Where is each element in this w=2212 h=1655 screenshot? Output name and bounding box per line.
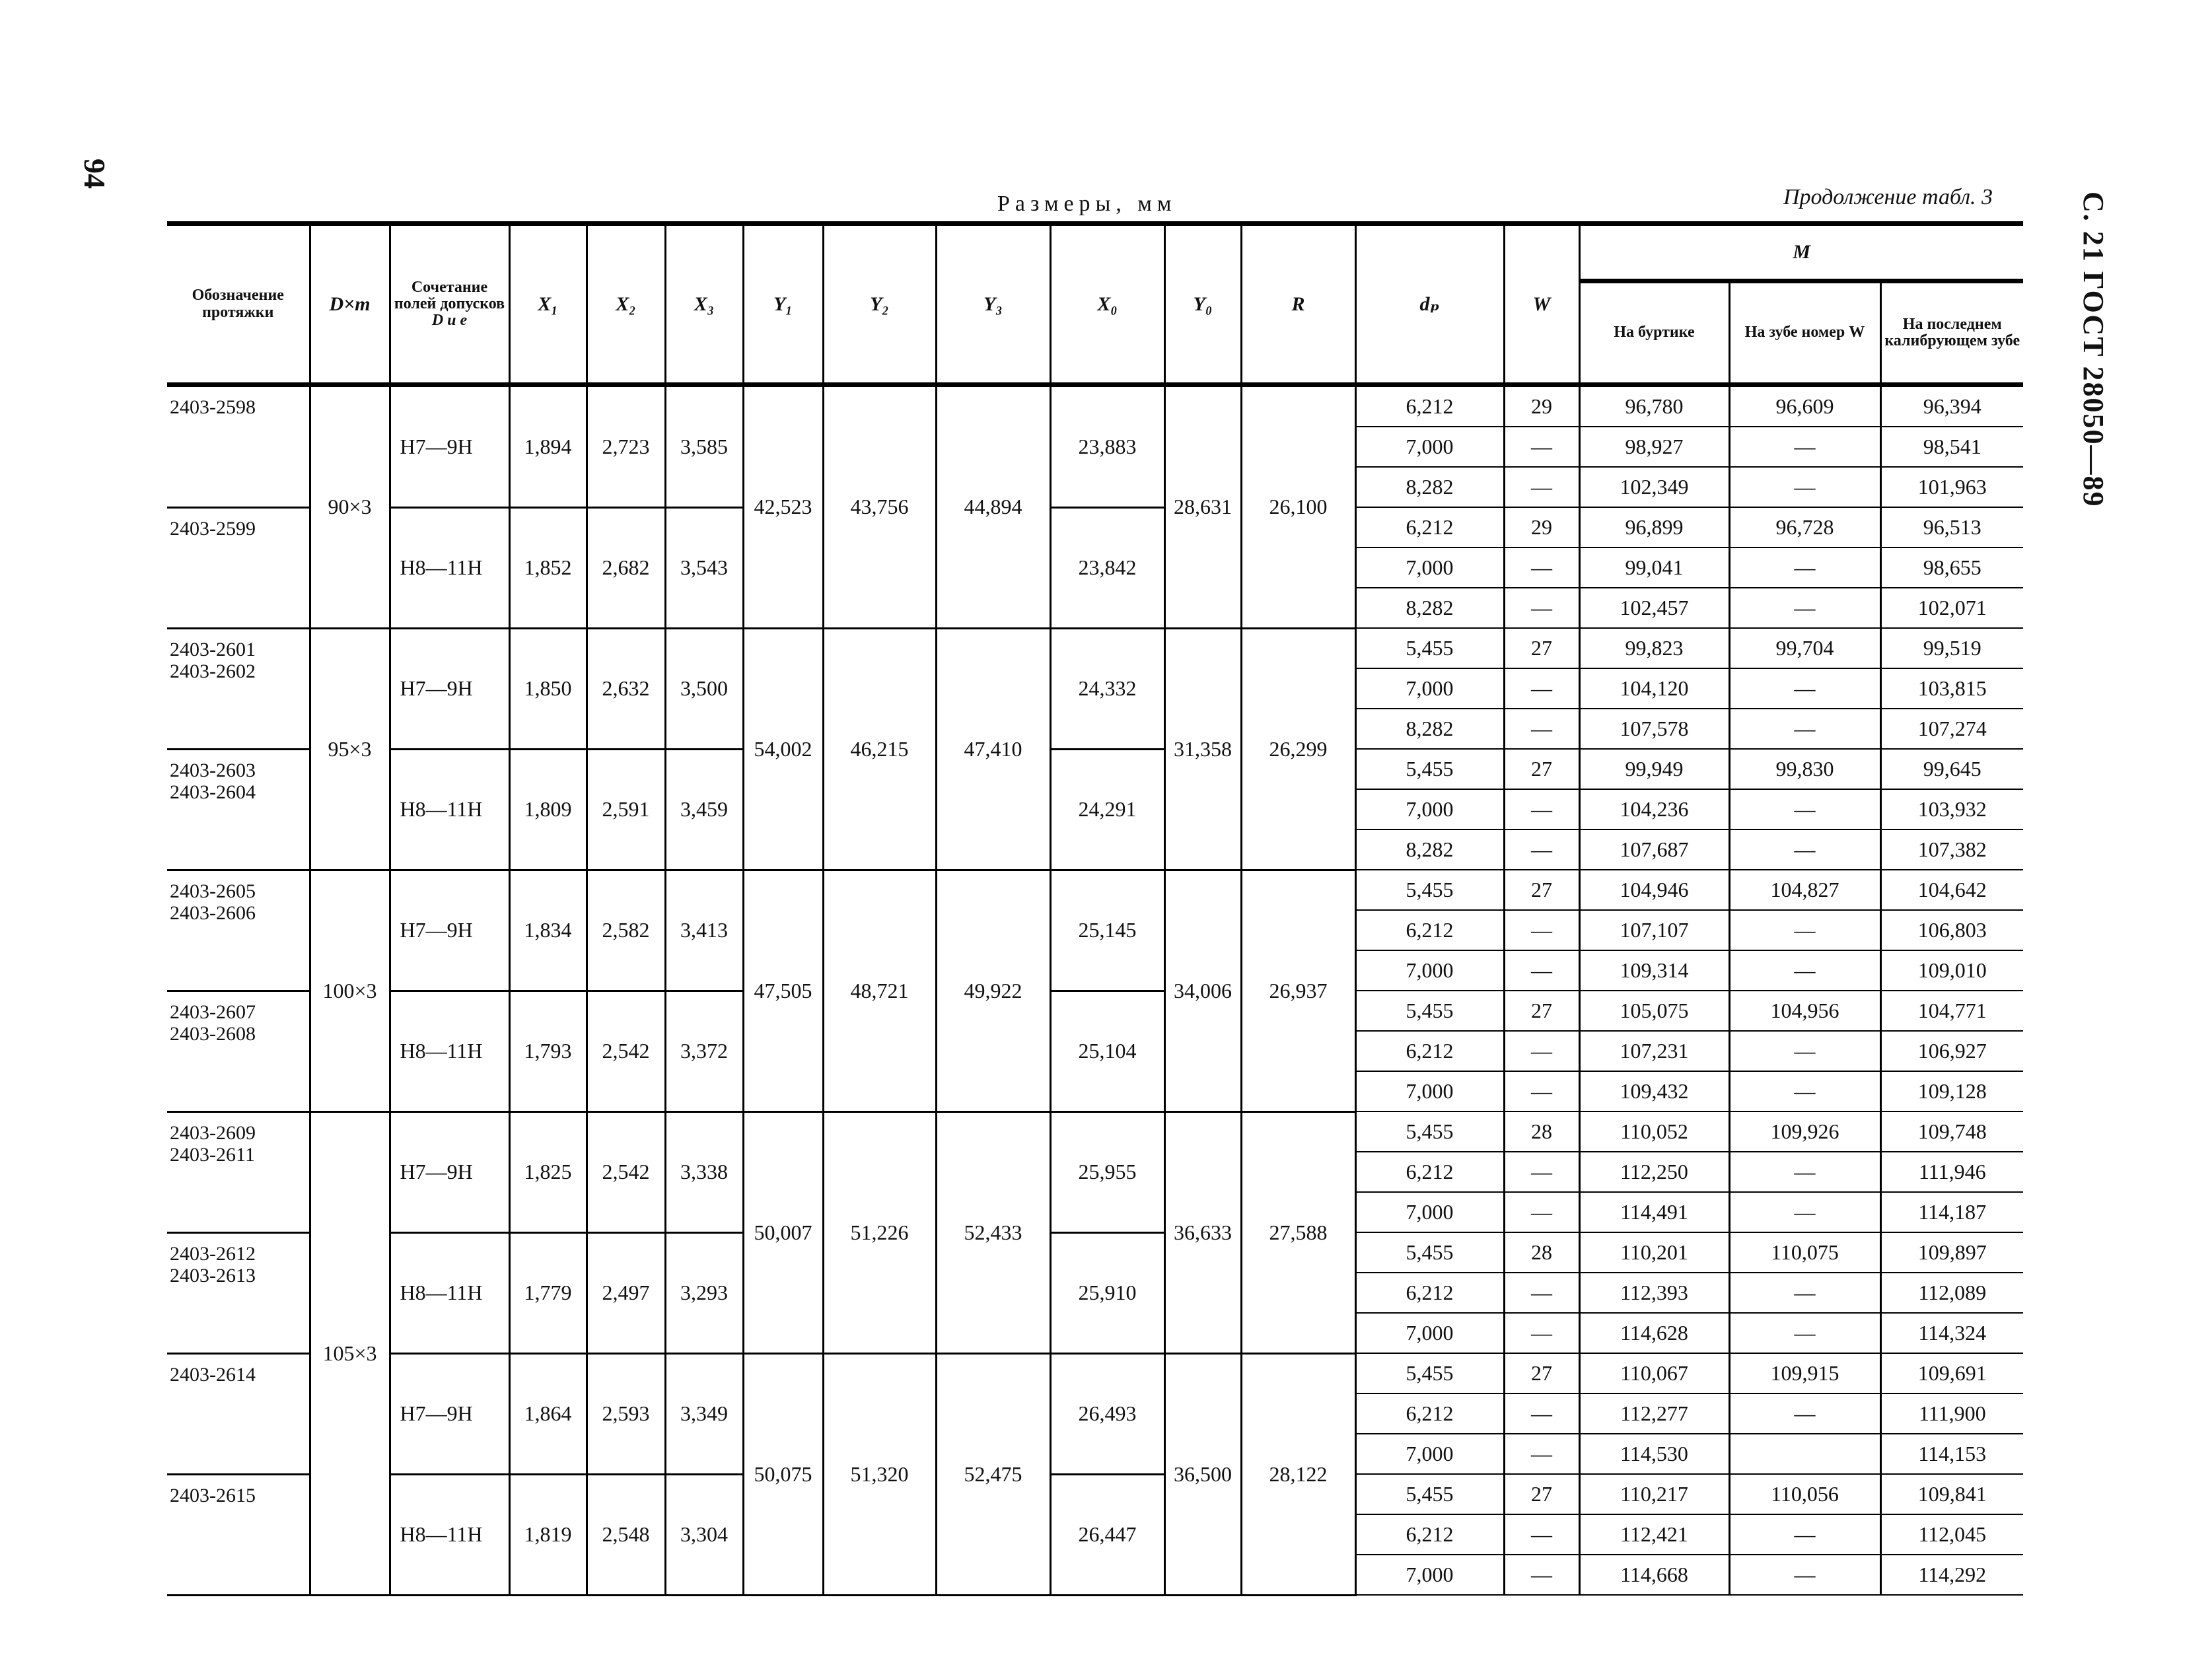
m-last-value: 98,541 (1880, 427, 2023, 467)
m-tooth-value: — (1729, 1514, 1880, 1555)
m-tooth-value: — (1729, 467, 1880, 507)
x0-value: 26,493 (1050, 1353, 1164, 1474)
m-last-value: 107,274 (1880, 709, 2023, 749)
table-row (167, 1111, 2023, 1152)
m-tooth-value: — (1729, 588, 1880, 628)
header-y3: Y₃ (936, 224, 1050, 385)
y3-value: 44,894 (936, 385, 1050, 629)
x2-value: 2,542 (587, 1111, 665, 1232)
designation-code: 2403-2611 (170, 1143, 255, 1166)
designation-code: 2403-2599 (170, 517, 256, 540)
dxm-value: 90×3 (310, 385, 390, 629)
dp-value: 5,455 (1355, 991, 1504, 1031)
table-row (167, 1353, 2023, 1393)
w-value: 28 (1504, 1111, 1579, 1152)
x0-value: 23,883 (1050, 385, 1164, 508)
x3-value: 3,500 (665, 628, 743, 749)
table-continuation-label: Продолжение табл. 3 (1783, 185, 1993, 209)
y2-value: 48,721 (823, 870, 936, 1111)
w-value: — (1504, 588, 1579, 628)
m-tooth-value: 109,915 (1729, 1353, 1880, 1393)
m-last-value: 104,771 (1880, 991, 2023, 1031)
m-tooth-value: — (1729, 1313, 1880, 1353)
x2-value: 2,497 (587, 1232, 665, 1353)
m-tooth-value: 104,956 (1729, 991, 1880, 1031)
header-m: M (1579, 224, 2023, 281)
dp-value: 7,000 (1355, 668, 1504, 709)
m-last-value: 96,513 (1880, 507, 2023, 547)
dp-value: 6,212 (1355, 1273, 1504, 1313)
table-row (167, 385, 2023, 427)
header-tolerance-sub: D и e (431, 312, 468, 330)
designation-code: 2403-2612 (170, 1242, 256, 1265)
m-collar-value: 104,946 (1579, 870, 1729, 910)
dp-value: 8,282 (1355, 588, 1504, 628)
w-value: 29 (1504, 507, 1579, 547)
header-r: R (1241, 224, 1355, 385)
m-last-value: 109,748 (1880, 1111, 2023, 1152)
w-value: — (1504, 829, 1579, 870)
m-collar-value: 102,349 (1579, 467, 1729, 507)
m-last-value: 102,071 (1880, 588, 2023, 628)
m-tooth-value: — (1729, 709, 1880, 749)
dp-value: 8,282 (1355, 829, 1504, 870)
dp-value: 7,000 (1355, 427, 1504, 467)
x3-value: 3,585 (665, 385, 743, 508)
designation-code: 2403-2605 (170, 880, 256, 902)
header-x1: X₁ (509, 224, 587, 385)
dp-value: 5,455 (1355, 628, 1504, 668)
m-tooth-value: 109,926 (1729, 1111, 1880, 1152)
w-value: — (1504, 1031, 1579, 1071)
x2-value: 2,548 (587, 1474, 665, 1595)
w-value: — (1504, 950, 1579, 991)
m-last-value: 101,963 (1880, 467, 2023, 507)
x0-value: 25,910 (1050, 1232, 1164, 1353)
w-value: — (1504, 1273, 1579, 1313)
header-tolerance-label: Сочетание полей допусков (394, 278, 505, 312)
x0-value: 25,955 (1050, 1111, 1164, 1232)
header-designation: Обозначение протяжки (167, 224, 310, 385)
m-last-value: 109,010 (1880, 950, 2023, 991)
m-collar-value: 99,823 (1579, 628, 1729, 668)
x1-value: 1,864 (509, 1353, 587, 1474)
w-value: 27 (1504, 991, 1579, 1031)
r-value: 26,299 (1241, 628, 1355, 870)
y1-value: 42,523 (743, 385, 823, 629)
table-row (167, 628, 2023, 668)
w-value: — (1504, 668, 1579, 709)
m-tooth-value: — (1729, 1152, 1880, 1192)
dp-value: 8,282 (1355, 709, 1504, 749)
dp-value: 6,212 (1355, 1393, 1504, 1434)
x0-value: 23,842 (1050, 507, 1164, 628)
dp-value: 6,212 (1355, 1152, 1504, 1192)
m-collar-value: 112,393 (1579, 1273, 1729, 1313)
w-value: — (1504, 1152, 1579, 1192)
header-m-tooth: На зубе номер W (1729, 281, 1880, 385)
x1-value: 1,809 (509, 749, 587, 870)
m-collar-value: 99,041 (1579, 547, 1729, 588)
header-x2: X₂ (587, 224, 665, 385)
x2-value: 2,682 (587, 507, 665, 628)
m-collar-value: 110,217 (1579, 1474, 1729, 1514)
m-collar-value: 114,628 (1579, 1313, 1729, 1353)
x3-value: 3,349 (665, 1353, 743, 1474)
m-last-value: 109,897 (1880, 1232, 2023, 1273)
y3-value: 52,433 (936, 1111, 1050, 1353)
m-tooth-value: 99,830 (1729, 749, 1880, 789)
m-last-value: 99,645 (1880, 749, 2023, 789)
m-last-value: 99,519 (1880, 628, 2023, 668)
dp-value: 7,000 (1355, 547, 1504, 588)
header-m-last: На последнем калибрующем зубе (1880, 281, 2023, 385)
w-value: — (1504, 547, 1579, 588)
m-last-value: 112,045 (1880, 1514, 2023, 1555)
y0-value: 36,633 (1164, 1111, 1241, 1353)
m-collar-value: 112,250 (1579, 1152, 1729, 1192)
x1-value: 1,779 (509, 1232, 587, 1353)
m-tooth-value: — (1729, 910, 1880, 950)
w-value: — (1504, 709, 1579, 749)
w-value: — (1504, 1555, 1579, 1595)
m-last-value: 112,089 (1880, 1273, 2023, 1313)
m-last-value: 106,803 (1880, 910, 2023, 950)
table-body (167, 385, 2023, 1596)
m-tooth-value: — (1729, 950, 1880, 991)
m-tooth-value: — (1729, 668, 1880, 709)
tolerance-value: H7—9H (390, 385, 509, 508)
m-tooth-value: — (1729, 427, 1880, 467)
m-collar-value: 109,432 (1579, 1071, 1729, 1111)
w-value: 28 (1504, 1232, 1579, 1273)
r-value: 27,588 (1241, 1111, 1355, 1353)
m-collar-value: 104,236 (1579, 789, 1729, 829)
m-collar-value: 114,530 (1579, 1434, 1729, 1474)
m-tooth-value: — (1729, 789, 1880, 829)
x0-value: 24,332 (1050, 628, 1164, 749)
designation-code: 2403-2603 (170, 759, 256, 781)
dp-value: 8,282 (1355, 467, 1504, 507)
y0-value: 31,358 (1164, 628, 1241, 870)
broach-designation (167, 385, 310, 508)
m-last-value: 114,292 (1880, 1555, 2023, 1595)
running-head: С. 21 ГОСТ 28050—89 (2077, 192, 2110, 508)
w-value: — (1504, 1071, 1579, 1111)
dxm-value: 95×3 (310, 628, 390, 870)
dp-value: 5,455 (1355, 1474, 1504, 1514)
m-tooth-value: — (1729, 1192, 1880, 1232)
m-collar-value: 112,421 (1579, 1514, 1729, 1555)
m-collar-value: 109,314 (1579, 950, 1729, 991)
x0-value: 26,447 (1050, 1474, 1164, 1595)
m-collar-value: 110,201 (1579, 1232, 1729, 1273)
m-last-value: 107,382 (1880, 829, 2023, 870)
dp-value: 5,455 (1355, 749, 1504, 789)
designation-code: 2403-2615 (170, 1484, 256, 1506)
m-collar-value: 99,949 (1579, 749, 1729, 789)
x3-value: 3,304 (665, 1474, 743, 1595)
y3-value: 49,922 (936, 870, 1050, 1111)
m-last-value: 111,946 (1880, 1152, 2023, 1192)
m-tooth-value: — (1729, 1555, 1880, 1595)
m-last-value: 109,841 (1880, 1474, 2023, 1514)
dp-value: 7,000 (1355, 1434, 1504, 1474)
broach-dimensions-table (167, 221, 2023, 1596)
tolerance-value: H7—9H (390, 870, 509, 991)
x3-value: 3,543 (665, 507, 743, 628)
dp-value: 7,000 (1355, 1071, 1504, 1111)
m-collar-value: 110,052 (1579, 1111, 1729, 1152)
designation-code: 2403-2609 (170, 1121, 256, 1144)
tolerance-value: H8—11H (390, 991, 509, 1111)
designation-code: 2403-2613 (170, 1264, 256, 1286)
table-row (167, 991, 2023, 1031)
designation-code: 2403-2601 (170, 638, 256, 660)
m-tooth-value: 96,609 (1729, 385, 1880, 427)
tolerance-value: H8—11H (390, 507, 509, 628)
m-collar-value: 107,107 (1579, 910, 1729, 950)
table-row (167, 749, 2023, 789)
header-x0: X₀ (1050, 224, 1164, 385)
x2-value: 2,723 (587, 385, 665, 508)
dxm-value: 100×3 (310, 870, 390, 1111)
w-value: — (1504, 1514, 1579, 1555)
dp-value: 5,455 (1355, 870, 1504, 910)
m-last-value: 98,655 (1880, 547, 2023, 588)
header-y2: Y₂ (823, 224, 936, 385)
tolerance-value: H8—11H (390, 1474, 509, 1595)
dxm-value: 105×3 (310, 1111, 390, 1595)
x2-value: 2,591 (587, 749, 665, 870)
broach-designation (167, 870, 310, 991)
w-value: — (1504, 1434, 1579, 1474)
dp-value: 6,212 (1355, 507, 1504, 547)
m-last-value: 109,691 (1880, 1353, 2023, 1393)
m-tooth-value: — (1729, 1393, 1880, 1434)
broach-designation (167, 991, 310, 1111)
broach-designation (167, 1111, 310, 1232)
y0-value: 36,500 (1164, 1353, 1241, 1595)
x2-value: 2,593 (587, 1353, 665, 1474)
m-collar-value: 114,491 (1579, 1192, 1729, 1232)
w-value: 29 (1504, 385, 1579, 427)
dp-value: 7,000 (1355, 1192, 1504, 1232)
m-tooth-value: — (1729, 547, 1880, 588)
r-value: 28,122 (1241, 1353, 1355, 1595)
r-value: 26,937 (1241, 870, 1355, 1111)
designation-code: 2403-2604 (170, 781, 256, 803)
header-tolerance (390, 224, 509, 385)
m-collar-value: 107,687 (1579, 829, 1729, 870)
m-collar-value: 114,668 (1579, 1555, 1729, 1595)
x1-value: 1,852 (509, 507, 587, 628)
x1-value: 1,825 (509, 1111, 587, 1232)
broach-designation (167, 507, 310, 628)
table-row (167, 1232, 2023, 1273)
x3-value: 3,459 (665, 749, 743, 870)
x3-value: 3,372 (665, 991, 743, 1111)
r-value: 26,100 (1241, 385, 1355, 629)
w-value: — (1504, 910, 1579, 950)
x1-value: 1,834 (509, 870, 587, 991)
w-value: 27 (1504, 1474, 1579, 1514)
x1-value: 1,894 (509, 385, 587, 508)
tolerance-value: H7—9H (390, 1111, 509, 1232)
dp-value: 6,212 (1355, 1031, 1504, 1071)
header-w: W (1504, 224, 1579, 385)
m-tooth-value: — (1729, 1071, 1880, 1111)
header-m-collar: На буртике (1579, 281, 1729, 385)
w-value: 27 (1504, 870, 1579, 910)
w-value: 27 (1504, 1353, 1579, 1393)
m-tooth-value: — (1729, 1031, 1880, 1071)
y1-value: 54,002 (743, 628, 823, 870)
x3-value: 3,338 (665, 1111, 743, 1232)
m-tooth-value: 110,056 (1729, 1474, 1880, 1514)
m-collar-value: 98,927 (1579, 427, 1729, 467)
m-collar-value: 104,120 (1579, 668, 1729, 709)
x3-value: 3,413 (665, 870, 743, 991)
table-row (167, 870, 2023, 910)
y2-value: 51,226 (823, 1111, 936, 1353)
m-tooth-value: — (1729, 829, 1880, 870)
broach-designation (167, 749, 310, 870)
m-tooth-value: 96,728 (1729, 507, 1880, 547)
dp-value: 7,000 (1355, 1555, 1504, 1595)
x0-value: 25,145 (1050, 870, 1164, 991)
w-value: — (1504, 1393, 1579, 1434)
y0-value: 28,631 (1164, 385, 1241, 629)
w-value: — (1504, 1192, 1579, 1232)
w-value: — (1504, 789, 1579, 829)
designation-code: 2403-2614 (170, 1363, 256, 1386)
table-row (167, 1474, 2023, 1514)
y2-value: 43,756 (823, 385, 936, 629)
x3-value: 3,293 (665, 1232, 743, 1353)
y1-value: 47,505 (743, 870, 823, 1111)
y1-value: 50,007 (743, 1111, 823, 1353)
x2-value: 2,542 (587, 991, 665, 1111)
x1-value: 1,819 (509, 1474, 587, 1595)
x2-value: 2,632 (587, 628, 665, 749)
dp-value: 6,212 (1355, 385, 1504, 427)
x0-value: 24,291 (1050, 749, 1164, 870)
m-tooth-value: — (1729, 1273, 1880, 1313)
x1-value: 1,793 (509, 991, 587, 1111)
broach-designation (167, 628, 310, 749)
dp-value: 5,455 (1355, 1232, 1504, 1273)
y1-value: 50,075 (743, 1353, 823, 1595)
m-last-value: 104,642 (1880, 870, 2023, 910)
m-last-value: 114,324 (1880, 1313, 2023, 1353)
y0-value: 34,006 (1164, 870, 1241, 1111)
dp-value: 7,000 (1355, 950, 1504, 991)
m-collar-value: 102,457 (1579, 588, 1729, 628)
table-header (167, 224, 2023, 385)
y2-value: 51,320 (823, 1353, 936, 1595)
m-last-value: 103,932 (1880, 789, 2023, 829)
broach-designation (167, 1474, 310, 1595)
dp-value: 7,000 (1355, 1313, 1504, 1353)
header-y0: Y₀ (1164, 224, 1241, 385)
dp-value: 6,212 (1355, 910, 1504, 950)
designation-code: 2403-2607 (170, 1001, 256, 1023)
x2-value: 2,582 (587, 870, 665, 991)
dp-value: 5,455 (1355, 1353, 1504, 1393)
w-value: — (1504, 427, 1579, 467)
m-collar-value: 96,899 (1579, 507, 1729, 547)
x1-value: 1,850 (509, 628, 587, 749)
w-value: 27 (1504, 628, 1579, 668)
m-tooth-value: 104,827 (1729, 870, 1880, 910)
m-last-value: 109,128 (1880, 1071, 2023, 1111)
tolerance-value: H8—11H (390, 1232, 509, 1353)
tolerance-value: H7—9H (390, 1353, 509, 1474)
designation-code: 2403-2598 (170, 396, 256, 418)
m-collar-value: 105,075 (1579, 991, 1729, 1031)
table-row (167, 507, 2023, 547)
m-last-value: 111,900 (1880, 1393, 2023, 1434)
tolerance-value: H8—11H (390, 749, 509, 870)
y2-value: 46,215 (823, 628, 936, 870)
header-y1: Y₁ (743, 224, 823, 385)
m-last-value: 114,187 (1880, 1192, 2023, 1232)
designation-code: 2403-2606 (170, 901, 256, 924)
dp-value: 7,000 (1355, 789, 1504, 829)
m-collar-value: 110,067 (1579, 1353, 1729, 1393)
broach-designation (167, 1232, 310, 1353)
w-value: — (1504, 467, 1579, 507)
m-collar-value: 107,231 (1579, 1031, 1729, 1071)
m-tooth-value: 110,075 (1729, 1232, 1880, 1273)
m-tooth-value (1729, 1434, 1880, 1474)
header-dxm: D×m (310, 224, 390, 385)
w-value: — (1504, 1313, 1579, 1353)
page-number: 94 (78, 158, 112, 189)
tolerance-value: H7—9H (390, 628, 509, 749)
m-last-value: 114,153 (1880, 1434, 2023, 1474)
y3-value: 52,475 (936, 1353, 1050, 1595)
dp-value: 5,455 (1355, 1111, 1504, 1152)
m-last-value: 106,927 (1880, 1031, 2023, 1071)
m-collar-value: 112,277 (1579, 1393, 1729, 1434)
broach-designation (167, 1353, 310, 1474)
header-x3: X₃ (665, 224, 743, 385)
sizes-caption: Размеры, мм (997, 192, 1177, 216)
designation-code: 2403-2602 (170, 660, 256, 682)
m-collar-value: 107,578 (1579, 709, 1729, 749)
m-last-value: 96,394 (1880, 385, 2023, 427)
y3-value: 47,410 (936, 628, 1050, 870)
dp-value: 6,212 (1355, 1514, 1504, 1555)
designation-code: 2403-2608 (170, 1022, 256, 1045)
w-value: 27 (1504, 749, 1579, 789)
m-tooth-value: 99,704 (1729, 628, 1880, 668)
m-last-value: 103,815 (1880, 668, 2023, 709)
x0-value: 25,104 (1050, 991, 1164, 1111)
m-collar-value: 96,780 (1579, 385, 1729, 427)
header-dp: dₚ (1355, 224, 1504, 385)
